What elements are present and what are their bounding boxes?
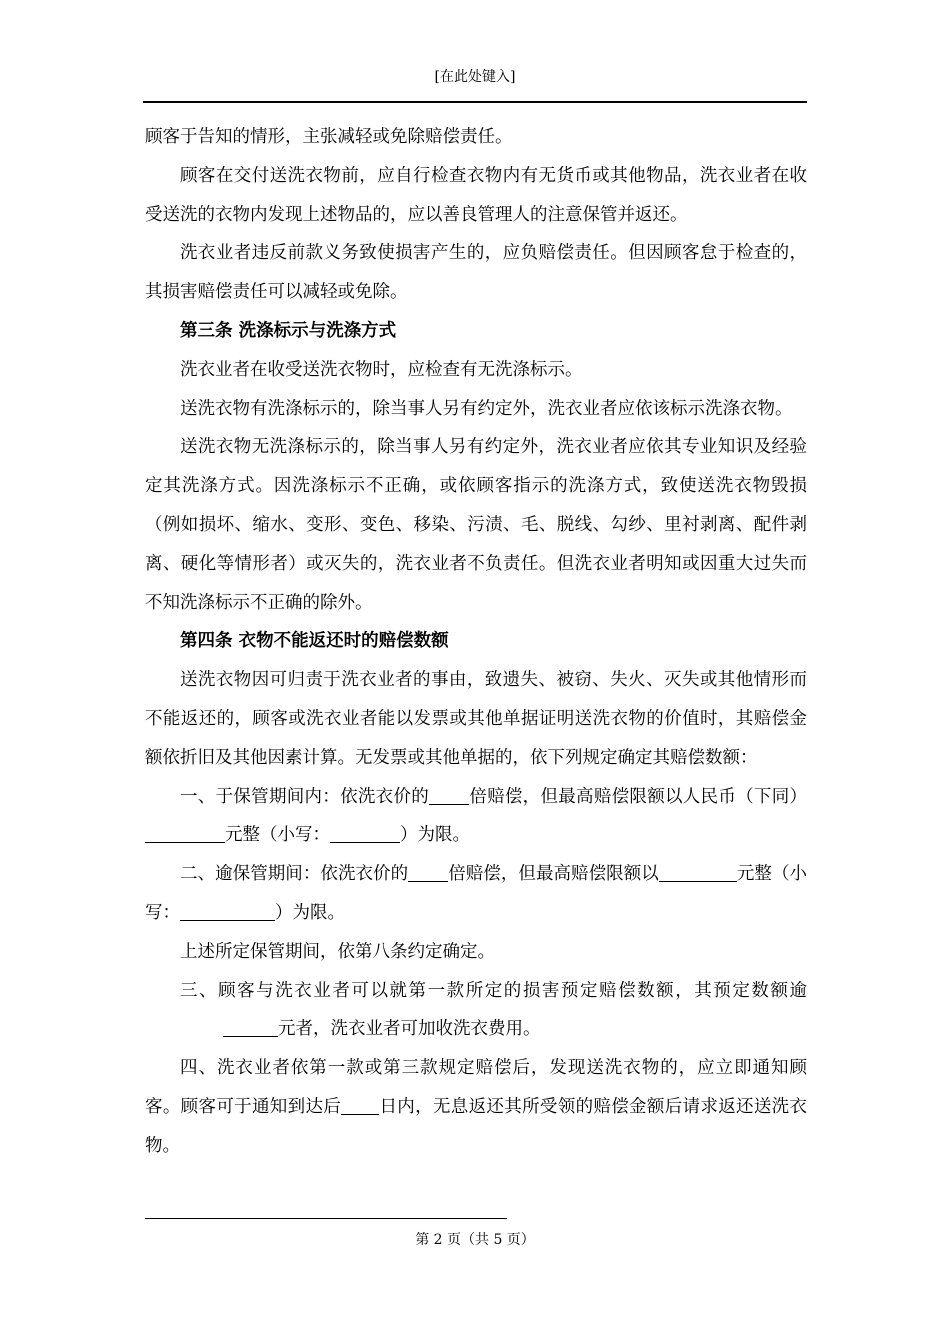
clause-text: 二、逾保管期间：依洗衣价的 xyxy=(180,864,409,885)
clause-text: 倍赔偿，但最高赔偿限额以人民币（下同） xyxy=(469,786,807,807)
header-divider xyxy=(143,101,807,103)
document-body xyxy=(145,118,807,1166)
clause-text: 倍赔偿，但最高赔偿限额以 xyxy=(448,864,659,885)
clause-text: 元整（小写： xyxy=(225,825,330,846)
footer-divider xyxy=(145,1218,507,1219)
paragraph: 顾客在交付送洗衣物前，应自行检查衣物内有无货币或其他物品，洗衣业者在收受送洗的衣物内发现上述物品的，应以善良管理人的注意保管并返还。 xyxy=(145,165,807,225)
clause-text: 元者，洗衣业者可加收洗衣费用。 xyxy=(278,1019,541,1040)
fill-blank-amount[interactable] xyxy=(145,823,225,843)
clause-text: 一、于保管期间内：依洗衣价的 xyxy=(180,786,430,807)
fill-blank-multiplier[interactable] xyxy=(408,862,448,882)
paragraph: 洗衣业者违反前款义务致使损害产生的，应负赔偿责任。但因顾客怠于检查的，其损害赔偿责任可以减轻或免除。 xyxy=(145,243,807,303)
clause-text: ）为限。 xyxy=(400,825,470,846)
paragraph-clause-3 xyxy=(145,972,807,1050)
fill-blank-amount[interactable] xyxy=(659,862,737,882)
paragraph: 洗衣业者在收受送洗衣物时，应检查有无洗涤标示。 xyxy=(180,359,583,380)
paragraph: 送洗衣物无洗涤标示的，除当事人另有约定外，洗衣业者应依其专业知识及经验定其洗涤方式。因洗涤标示不正确，或依顾客指示的洗涤方式，致使送洗衣物毁损（例如损坏、缩水、变形、变色、移染、污渍、毛、脱线、勾纱、里衬剥离、配件剥离、硬化等情形者）或灭失的，洗衣业者不负责任。但洗衣业者明知或因重大过失而不知洗涤标示不正确的除外。 xyxy=(145,437,807,613)
page-header: [在此处键入] xyxy=(434,69,516,85)
paragraph: 送洗衣物因可归责于洗衣业者的事由，致遗失、被窃、失火、灭失或其他情形而不能返还的，顾客或洗衣业者能以发票或其他单据证明送洗衣物的价值时，其赔偿金额依折旧及其他因素计算。无发票或其他单据的，依下列规定确定其赔偿数额： xyxy=(145,670,807,768)
clause-text: ）为限。 xyxy=(275,902,345,923)
page-number: 第 2 页（共 5 页） xyxy=(415,1232,535,1248)
clause-text: 元整（小写： xyxy=(145,864,808,923)
clause-text: 日内，无息返还其所受领的赔偿金额后请求返还送洗衣物。 xyxy=(145,1096,808,1156)
paragraph-clause-2 xyxy=(145,855,807,933)
article-heading-3: 第三条 洗涤标示与洗涤方式 xyxy=(180,320,397,341)
paragraph: 送洗衣物有洗涤标示的，除当事人另有约定外，洗衣业者应依该标示洗涤衣物。 xyxy=(180,398,793,419)
paragraph: 顾客于告知的情形，主张减轻或免除赔偿责任。 xyxy=(145,127,513,147)
fill-blank-multiplier[interactable] xyxy=(429,784,469,804)
article-heading-4: 第四条 衣物不能返还时的赔偿数额 xyxy=(180,631,449,652)
clause-text: 四、洗衣业者依第一款或第三款规定赔偿后，发现送洗衣物的，应立即通知顾客。顾客可于通知到达后 xyxy=(145,1058,807,1117)
clause-text: 三、顾客与洗衣业者可以就第一款所定的损害预定赔偿数额，其预定数额逾 xyxy=(180,980,807,1001)
fill-blank-amount-figures[interactable] xyxy=(330,823,400,843)
paragraph-clause-4 xyxy=(145,1049,807,1165)
fill-blank-amount[interactable] xyxy=(223,1017,278,1037)
paragraph-clause-1 xyxy=(145,778,807,856)
paragraph: 上述所定保管期间，依第八条约定确定。 xyxy=(180,941,495,962)
fill-blank-days[interactable] xyxy=(341,1095,379,1115)
fill-blank-amount-figures[interactable] xyxy=(180,901,275,921)
